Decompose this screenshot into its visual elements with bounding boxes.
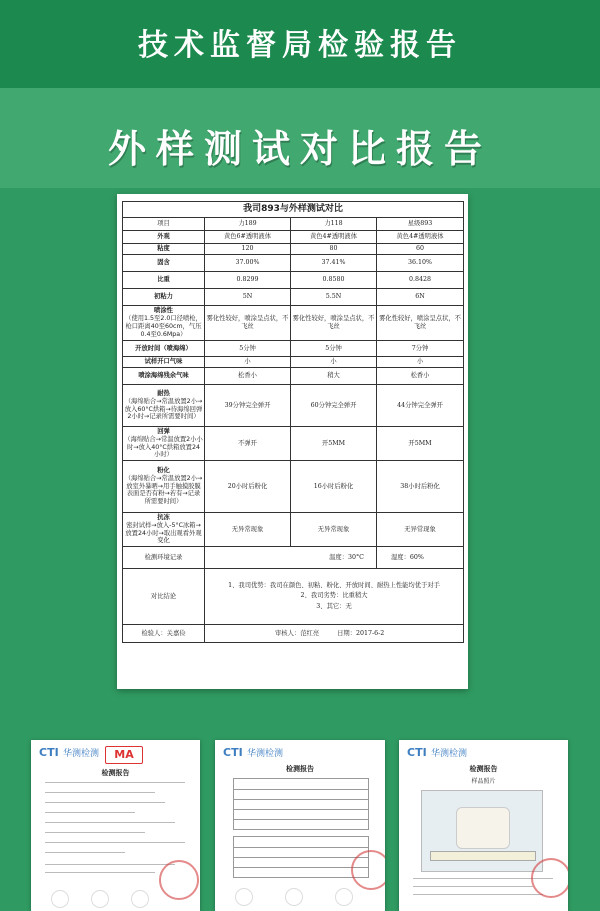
table-row (123, 306, 464, 341)
table-cell: 黄色4#透明液体 (291, 231, 377, 244)
report-thumbnail-3[interactable] (399, 740, 568, 911)
table-title: 我司893与外样测试对比 (123, 202, 464, 218)
environment-temp: 温度：30°C (205, 547, 377, 569)
report-date: 日期：2017-6-2 (337, 629, 385, 637)
comparison-table (122, 201, 464, 643)
table-cell: 雾化性较好，喷涂呈点状，不飞丝 (205, 306, 291, 341)
row-label (123, 427, 205, 461)
table-cell: 38小时后粉化 (377, 461, 464, 513)
table-row (123, 427, 464, 461)
row-label-text: 粘度 (157, 245, 170, 253)
signature-row (123, 625, 464, 643)
table-cell: 80 (291, 244, 377, 255)
row-label (123, 368, 205, 385)
report-thumbnail-2[interactable] (215, 740, 385, 911)
table-cell: 黄色4#透明液体 (377, 231, 464, 244)
row-note: （海绵贴合→常温放置2小小时→放入40°C烘箱放置24小时） (124, 435, 203, 459)
table-cell: 36.10% (377, 255, 464, 272)
row-label-text: 喷涂性 (154, 307, 173, 315)
table-cell: 7分钟 (377, 341, 464, 357)
table-row (123, 385, 464, 427)
table-cell: 小 (291, 357, 377, 368)
cti-logo: CTI (407, 746, 427, 759)
table-cell: 0.8428 (377, 272, 464, 289)
table-cell: 20小时后粉化 (205, 461, 291, 513)
table-cell: 37.00% (205, 255, 291, 272)
table-cell: 小 (205, 357, 291, 368)
table-cell: 0.8580 (291, 272, 377, 289)
table-cell: 雾化性较好，喷涂呈点状，不飞丝 (291, 306, 377, 341)
conclusion-row (123, 569, 464, 625)
environment-row (123, 547, 464, 569)
table-cell: 无异常现象 (377, 513, 464, 547)
table-cell: 120 (205, 244, 291, 255)
report-title: 检测报告 (286, 765, 314, 773)
org-name: 华测检测 (247, 749, 284, 759)
table-cell: 稍大 (291, 368, 377, 385)
row-note: 密封试样→放入-5°C冰箱→放置24小时→取出观看外观变化 (125, 521, 202, 545)
column-header: 星级893 (377, 218, 464, 231)
row-label-text: 外观 (157, 233, 170, 241)
table-cell: 无异常现象 (291, 513, 377, 547)
row-label-text: 初粘力 (154, 293, 173, 301)
row-label (123, 357, 205, 368)
table-cell: 开5MM (377, 427, 464, 461)
conclusion-item: 3、其它：无 (316, 602, 352, 610)
row-label-text: 抗冻 (157, 513, 170, 521)
row-label (123, 255, 205, 272)
row-label (123, 289, 205, 306)
conclusion-item: 1、我司优势：我司在颜色、初粘、粉化、开放时间、耐热上性能均优于对手 (228, 582, 440, 590)
inspector: 检验人：关嘉俭 (123, 625, 205, 643)
row-label-text: 耐热 (157, 389, 170, 397)
table-row (123, 272, 464, 289)
cti-logo: CTI (223, 746, 243, 759)
row-label (123, 306, 205, 341)
header-banner (0, 0, 600, 88)
table-cell: 松香小 (205, 368, 291, 385)
row-label-text: 开放时间（喷海绵） (135, 344, 192, 352)
table-row (123, 357, 464, 368)
row-label (123, 385, 205, 427)
row-label-text: 试样开口气味 (144, 358, 183, 366)
column-header: 项目 (123, 218, 205, 231)
table-row (123, 368, 464, 385)
report-title: 检测报告 (101, 769, 130, 777)
table-cell: 6N (377, 289, 464, 306)
table-cell: 5分钟 (291, 341, 377, 357)
column-header: 力118 (291, 218, 377, 231)
table-cell: 松香小 (377, 368, 464, 385)
photo-label: 样品照片 (471, 778, 496, 785)
row-label (123, 513, 205, 547)
cma-mark-icon: MA (105, 746, 143, 764)
report-table-thumb (233, 778, 369, 830)
table-cell: 无异常现象 (205, 513, 291, 547)
reviewer: 审核人：范红亮 (275, 629, 320, 637)
row-note: （海绵贴合→常温放置2小→放入60°C烘箱→待海绵回弹2小时→记录所需要时间） (124, 397, 203, 421)
conclusion-item: 2、我司劣势：比重稍大 (300, 592, 368, 600)
table-row (123, 341, 464, 357)
table-row (123, 231, 464, 244)
environment-label: 检测环境记录 (123, 547, 205, 569)
table-cell: 37.41% (291, 255, 377, 272)
row-label-text: 比重 (157, 276, 170, 284)
table-row (123, 513, 464, 547)
row-note: （使用1.5至2.0口径喷枪，枪口距离40至60cm，气压0.4至0.6Mpa） (125, 315, 202, 338)
table-row (123, 461, 464, 513)
sample-photo (421, 790, 543, 872)
header-title: 技术监督局检验报告 (138, 28, 462, 63)
report-title: 检测报告 (469, 765, 498, 773)
table-cell: 60 (377, 244, 464, 255)
column-header: 力189 (205, 218, 291, 231)
row-note: （海绵贴合→常温放置2小→放室外暴晒→用手触摸胶膜表面是否有粉→若有→记录所需要时间） (124, 474, 203, 506)
table-cell: 5N (205, 289, 291, 306)
table-header-row (123, 218, 464, 231)
table-cell: 小 (377, 357, 464, 368)
row-label (123, 231, 205, 244)
row-label (123, 341, 205, 357)
comparison-report-card (117, 194, 468, 689)
table-cell: 开5MM (291, 427, 377, 461)
org-name: 华测检测 (431, 749, 468, 759)
table-cell: 16小时后粉化 (291, 461, 377, 513)
conclusion-label: 对比结论 (123, 569, 205, 625)
environment-humidity: 湿度：60% (377, 547, 464, 569)
table-cell: 5分钟 (205, 341, 291, 357)
report-table-thumb-2 (233, 836, 369, 878)
row-label-text: 固含 (157, 259, 170, 267)
table-cell: 44分钟完全弹开 (377, 385, 464, 427)
sample-jar-icon (456, 807, 510, 849)
table-cell: 雾化性较好，喷涂呈点状，不飞丝 (377, 306, 464, 341)
table-row (123, 289, 464, 306)
row-label-text: 粉化 (157, 466, 170, 474)
row-label (123, 244, 205, 255)
row-label (123, 272, 205, 289)
table-cell: 5.5N (291, 289, 377, 306)
table-row (123, 255, 464, 272)
seal-stamp-icon (159, 860, 199, 900)
table-cell: 不弹开 (205, 427, 291, 461)
table-cell: 0.8299 (205, 272, 291, 289)
ruler-icon (430, 851, 536, 861)
table-cell: 60分钟完全弹开 (291, 385, 377, 427)
row-label-text: 回弹 (157, 427, 170, 435)
table-cell: 黄色6#透明液体 (205, 231, 291, 244)
seal-stamp-icon (351, 850, 385, 890)
row-label-text: 喷涂海绵残余气味 (138, 372, 189, 380)
seal-stamp-icon (531, 858, 568, 898)
org-name: 华测检测 (63, 749, 100, 759)
report-thumbnail-1[interactable] (31, 740, 200, 911)
row-label (123, 461, 205, 513)
table-cell: 39分钟完全弹开 (205, 385, 291, 427)
cti-logo: CTI (39, 746, 59, 759)
table-row (123, 244, 464, 255)
page-subtitle: 外样测试对比报告 (107, 127, 492, 171)
